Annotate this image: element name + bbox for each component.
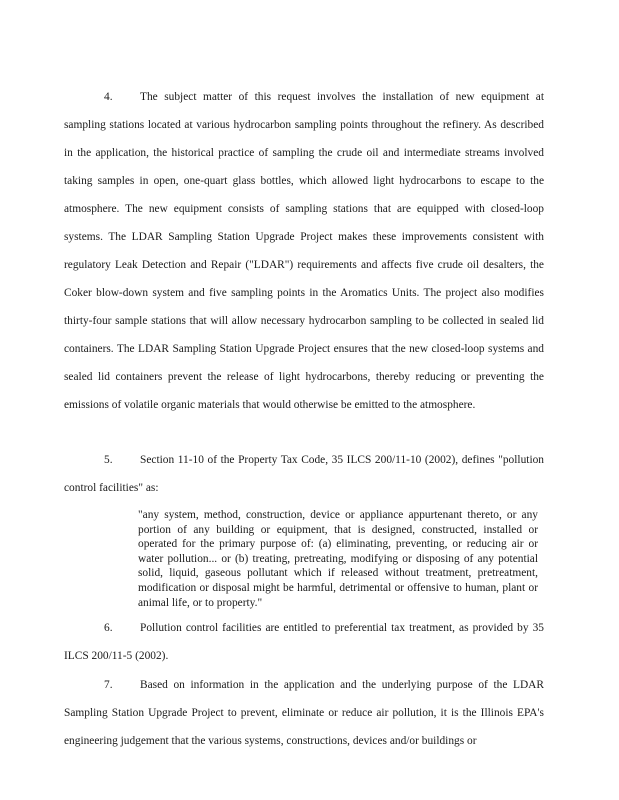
paragraph-6 (64, 614, 544, 670)
paragraph-5 (64, 446, 544, 502)
paragraph-4 (64, 83, 544, 419)
paragraph-number: 5. (104, 454, 113, 466)
paragraph-7 (64, 671, 544, 755)
paragraph-number: 4. (104, 91, 113, 103)
paragraph-text: Pollution control facilities are entitled to preferential tax treatment, as provided by 35 ILCS 200/11-5 (2002). (64, 622, 544, 662)
paragraph-text: Based on information in the application and the underlying purpose of the LDAR Sampling Station Upgrade Project to prevent, eliminate or reduce air pollution, it is the Illinois EPA's engineering judgement that the various systems, constructions, devices and/or buildings or (64, 679, 544, 747)
paragraph-text: Section 11-10 of the Property Tax Code, 35 ILCS 200/11-10 (2002), defines "pollution control facilities" as: (64, 454, 544, 494)
block-quote: "any system, method, construction, device or appliance appurtenant thereto, or any portion of any building or equipment, that is designed, constructed, installed or operated for the primary purpose of: (a) eliminating, preventing, or reducing air or water pollution... or (b) treating, pretreating, modifying or disposing of any potential solid, liquid, gaseous pollutant which if released without treatment, pretreatment, modification or disposal might be harmful, detrimental or offensive to human, plant or animal life, or to property." (138, 509, 538, 609)
paragraph-number: 7. (104, 679, 113, 691)
paragraph-text: The subject matter of this request involves the installation of new equipment at sampling stations located at various hydrocarbon sampling points throughout the refinery. As described in the application, the historical practice of sampling the crude oil and intermediate streams involved taking samples in open, one-quart glass bottles, which allowed light hydrocarbons to escape to the atmosphere. The new equipment consists of sampling stations that are equipped with closed-loop systems. The LDAR Sampling Station Upgrade Project makes these improvements consistent with regulatory Leak Detection and Repair ("LDAR") requirements and affects five crude oil desalters, the Coker blow-down system and five sampling points in the Aromatics Units. The project also modifies thirty-four sample stations that will allow necessary hydrocarbon sampling to be collected in sealed lid containers. The LDAR Sampling Station Upgrade Project ensures that the new closed-loop systems and sealed lid containers prevent the release of light hydrocarbons, thereby reducing or preventing the emissions of volatile organic materials that would otherwise be emitted to the atmosphere. (64, 91, 544, 411)
paragraph-number: 6. (104, 622, 113, 634)
